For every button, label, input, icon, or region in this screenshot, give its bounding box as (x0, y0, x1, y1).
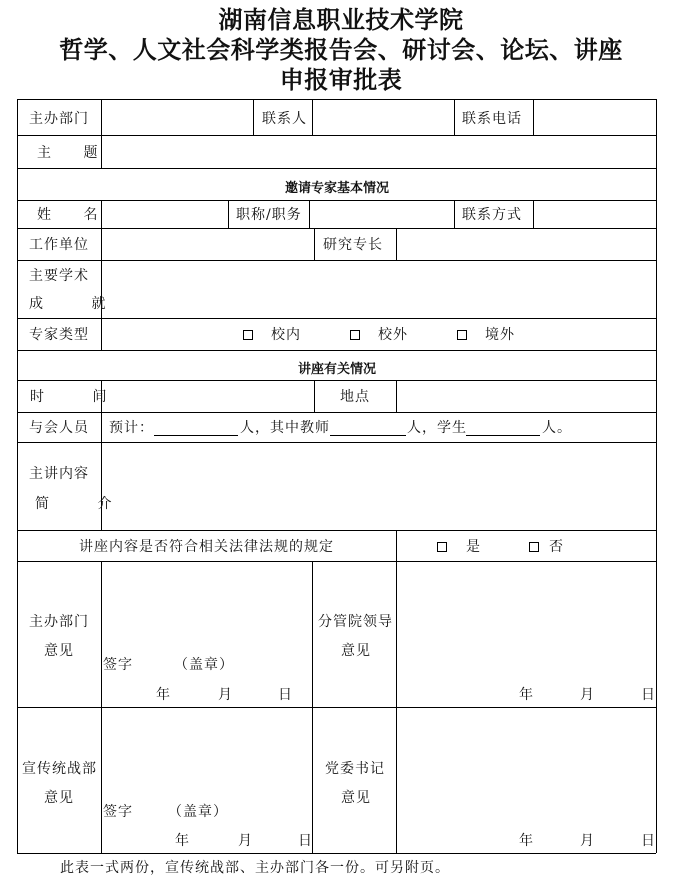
expert-title-field[interactable] (310, 201, 453, 227)
row-divider (17, 350, 656, 351)
row-divider (17, 530, 656, 531)
col-divider (454, 99, 455, 135)
organizer-opinion-field[interactable] (102, 562, 311, 652)
leader-date-day: 日 (641, 687, 656, 703)
option-overseas: 境外 (485, 327, 515, 343)
col-divider (454, 200, 455, 228)
publicity-opinion-field[interactable] (102, 708, 311, 798)
party-date-year: 年 (519, 833, 534, 849)
organizer-date-year: 年 (156, 687, 171, 703)
attendees-total-blank[interactable] (154, 435, 238, 436)
achievement-label-line2: 成 就 (29, 296, 128, 312)
expert-contact-field[interactable] (534, 201, 655, 227)
table-border-bottom (17, 853, 656, 854)
research-field[interactable] (397, 229, 655, 259)
publicity-sign-label: 签字 (103, 804, 133, 820)
leader-date-year: 年 (519, 687, 534, 703)
form-title-line3: 申报审批表 (279, 65, 403, 94)
workplace-field[interactable] (102, 229, 313, 259)
publicity-opinion-label-2: 意见 (44, 790, 74, 806)
publicity-opinion-label-1: 宣传统战部 (22, 761, 97, 777)
lecture-section-heading: 讲座有关情况 (297, 362, 376, 377)
form-title-line2: 哲学、人文社会科学类报告会、研讨会、论坛、讲座 (59, 35, 623, 64)
checkbox-overseas[interactable] (457, 330, 467, 340)
organizer-date-day: 日 (278, 687, 293, 703)
col-divider (314, 380, 315, 412)
organizer-opinion-label-1: 主办部门 (29, 614, 89, 630)
topic-label: 主 题 (37, 145, 112, 161)
col-divider (253, 99, 254, 135)
row-divider (17, 412, 656, 413)
expert-section-heading: 邀请专家基本情况 (284, 181, 389, 196)
contact-person-field[interactable] (313, 100, 453, 134)
leader-opinion-field[interactable] (397, 562, 655, 682)
table-border-right (656, 99, 657, 853)
publicity-seal-label: （盖章） (168, 804, 228, 820)
time-label: 时 间 (30, 389, 129, 405)
party-date-month: 月 (580, 833, 595, 849)
expert-contact-label: 联系方式 (462, 207, 522, 223)
option-external: 校外 (378, 327, 408, 343)
time-field[interactable] (102, 381, 313, 411)
workplace-label: 工作单位 (29, 237, 89, 253)
col-divider (228, 200, 229, 228)
organizer-sign-label: 签字 (103, 657, 133, 673)
col-divider (396, 530, 397, 561)
place-label: 地点 (340, 389, 370, 405)
checkbox-external[interactable] (350, 330, 360, 340)
contact-person-label: 联系人 (262, 111, 307, 127)
compliance-yes-label: 是 (466, 539, 481, 555)
contact-phone-field[interactable] (534, 100, 655, 134)
compliance-question: 讲座内容是否符合相关法律法规的规定 (79, 539, 334, 555)
col-divider (101, 412, 102, 442)
col-divider (314, 228, 315, 260)
publicity-date-year: 年 (175, 833, 190, 849)
col-divider (312, 561, 313, 853)
form-title-line1: 湖南信息职业技术学院 (218, 5, 464, 34)
publicity-date-day: 日 (298, 833, 313, 849)
party-date-day: 日 (641, 833, 656, 849)
achievement-field[interactable] (102, 261, 655, 317)
content-label-line2: 简 介 (35, 496, 134, 512)
col-divider (101, 318, 102, 350)
publicity-date-month: 月 (238, 833, 253, 849)
expert-name-field[interactable] (102, 201, 227, 227)
attendees-label: 与会人员 (29, 420, 89, 436)
organizer-seal-label: （盖章） (174, 657, 234, 673)
research-label: 研究专长 (323, 237, 383, 253)
row-divider (17, 318, 656, 319)
row-divider (17, 168, 656, 169)
leader-opinion-label-1: 分管院领导 (318, 614, 393, 630)
checkbox-compliance-yes[interactable] (437, 542, 447, 552)
leader-opinion-label-2: 意见 (341, 643, 371, 659)
attendees-student-blank[interactable] (466, 435, 540, 436)
party-opinion-field[interactable] (397, 708, 655, 828)
attendees-prefix: 预计： (109, 420, 154, 436)
leader-date-month: 月 (580, 687, 595, 703)
organizer-opinion-label-2: 意见 (44, 643, 74, 659)
organizer-label: 主办部门 (29, 111, 89, 127)
checkbox-internal[interactable] (243, 330, 253, 340)
content-label-line1: 主讲内容 (29, 466, 89, 482)
footer-note: 此表一式两份，宣传统战部、主办部门各一份。可另附页。 (60, 860, 450, 876)
attendees-mid1: 人，其中教师 (240, 420, 330, 436)
attendees-teacher-blank[interactable] (330, 435, 406, 436)
achievement-label-line1: 主要学术 (29, 268, 89, 284)
attendees-mid2: 人，学生 (407, 420, 467, 436)
expert-title-label: 职称/职务 (236, 207, 302, 223)
organizer-date-month: 月 (218, 687, 233, 703)
checkbox-compliance-no[interactable] (529, 542, 539, 552)
attendees-end: 人。 (542, 420, 572, 436)
content-field[interactable] (102, 443, 655, 529)
compliance-no-label: 否 (549, 539, 564, 555)
option-internal: 校内 (271, 327, 301, 343)
expert-type-label: 专家类型 (29, 327, 89, 343)
organizer-field[interactable] (102, 100, 252, 134)
party-opinion-label-2: 意见 (341, 790, 371, 806)
party-opinion-label-1: 党委书记 (325, 761, 385, 777)
contact-phone-label: 联系电话 (462, 111, 522, 127)
table-border-left (17, 99, 18, 853)
topic-field[interactable] (102, 136, 655, 167)
place-field[interactable] (397, 381, 655, 411)
expert-name-label: 姓 名 (37, 207, 112, 223)
